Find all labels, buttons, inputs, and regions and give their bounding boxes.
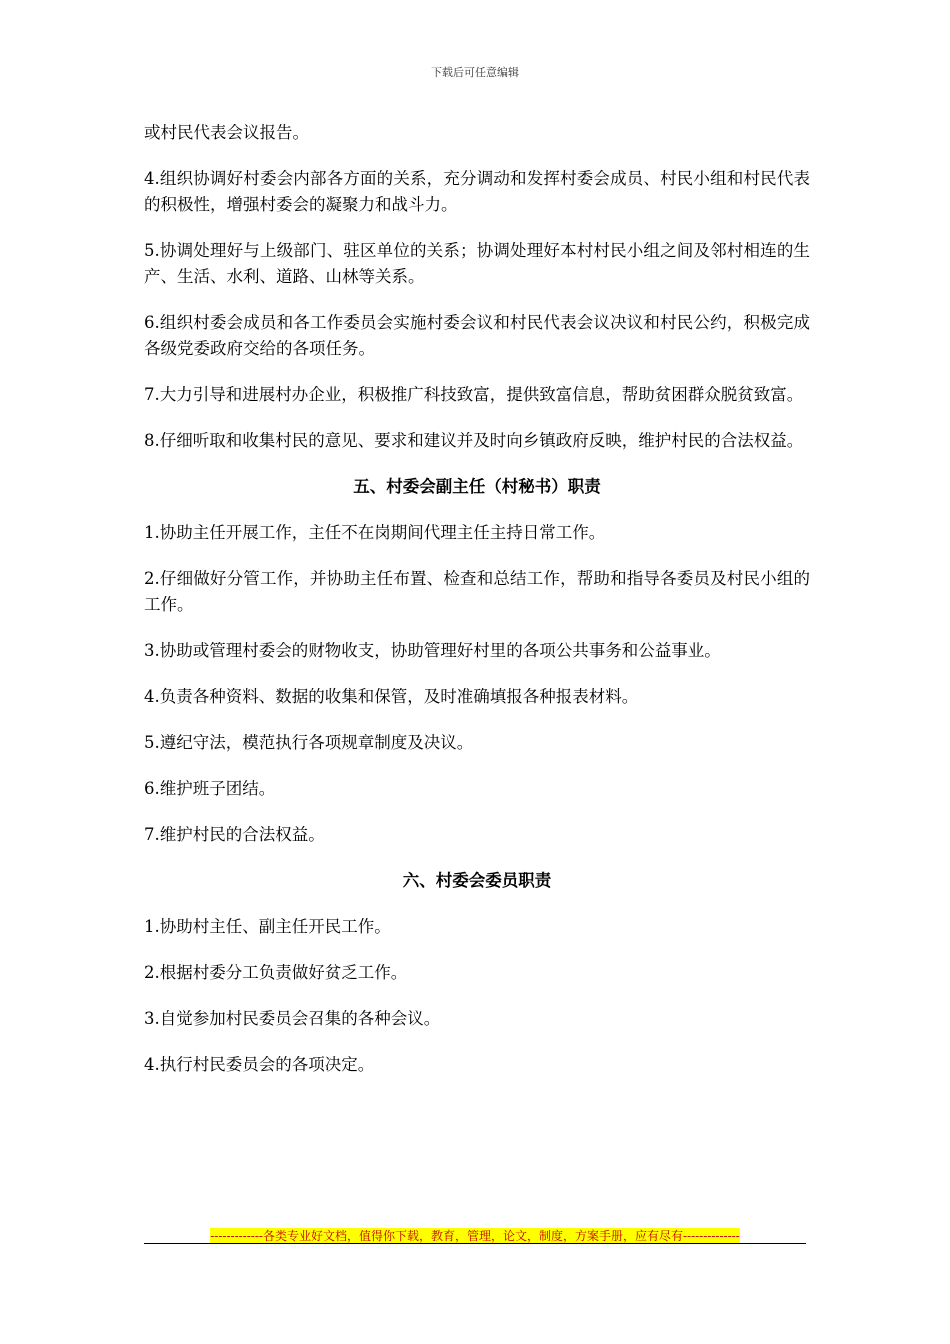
paragraph: 3.自觉参加村民委员会召集的各种会议。 — [144, 1009, 441, 1028]
paragraph: 4.组织协调好村委会内部各方面的关系，充分调动和发挥村委会成员、村民小组和村民代表的积极性，增强村委会的凝聚力和战斗力。 — [144, 169, 810, 214]
page-footer — [144, 1225, 806, 1244]
footer-divider — [144, 1243, 806, 1244]
footer-banner-text: -------------各类专业好文档，值得你下载，教育，管理，论文，制度，方案手册，应有尽有-------------- — [210, 1229, 740, 1243]
paragraph: 或村民代表会议报告。 — [144, 123, 309, 142]
document-body — [144, 120, 810, 1098]
paragraph: 5.协调处理好与上级部门、驻区单位的关系；协调处理好本村村民小组之间及邻村相连的生产、生活、水利、道路、山林等关系。 — [144, 241, 810, 286]
paragraph: 4.执行村民委员会的各项决定。 — [144, 1055, 375, 1074]
paragraph: 2.仔细做好分管工作，并协助主任布置、检查和总结工作，帮助和指导各委员及村民小组的工作。 — [144, 569, 810, 614]
paragraph: 3.协助或管理村委会的财物收支，协助管理好村里的各项公共事务和公益事业。 — [144, 641, 721, 660]
paragraph: 6.维护班子团结。 — [144, 779, 276, 798]
page-header: 下载后可任意编辑 — [431, 66, 519, 79]
paragraph: 6.组织村委会成员和各工作委员会实施村委会议和村民代表会议决议和村民公约，积极完成各级党委政府交给的各项任务。 — [144, 313, 810, 358]
paragraph: 8.仔细听取和收集村民的意见、要求和建议并及时向乡镇政府反映，维护村民的合法权益。 — [144, 431, 804, 450]
paragraph: 7.大力引导和进展村办企业，积极推广科技致富，提供致富信息，帮助贫困群众脱贫致富。 — [144, 385, 804, 404]
paragraph: 5.遵纪守法，模范执行各项规章制度及决议。 — [144, 733, 474, 752]
paragraph: 4.负责各种资料、数据的收集和保管，及时准确填报各种报表材料。 — [144, 687, 639, 706]
paragraph: 7.维护村民的合法权益。 — [144, 825, 325, 844]
paragraph: 2.根据村委分工负责做好贫乏工作。 — [144, 963, 408, 982]
paragraph: 1.协助主任开展工作，主任不在岗期间代理主任主持日常工作。 — [144, 523, 606, 542]
paragraph: 1.协助村主任、副主任开民工作。 — [144, 917, 391, 936]
section-heading-vice-director: 五、村委会副主任（村秘书）职责 — [353, 477, 601, 496]
section-heading-committee-member: 六、村委会委员职责 — [402, 871, 552, 890]
